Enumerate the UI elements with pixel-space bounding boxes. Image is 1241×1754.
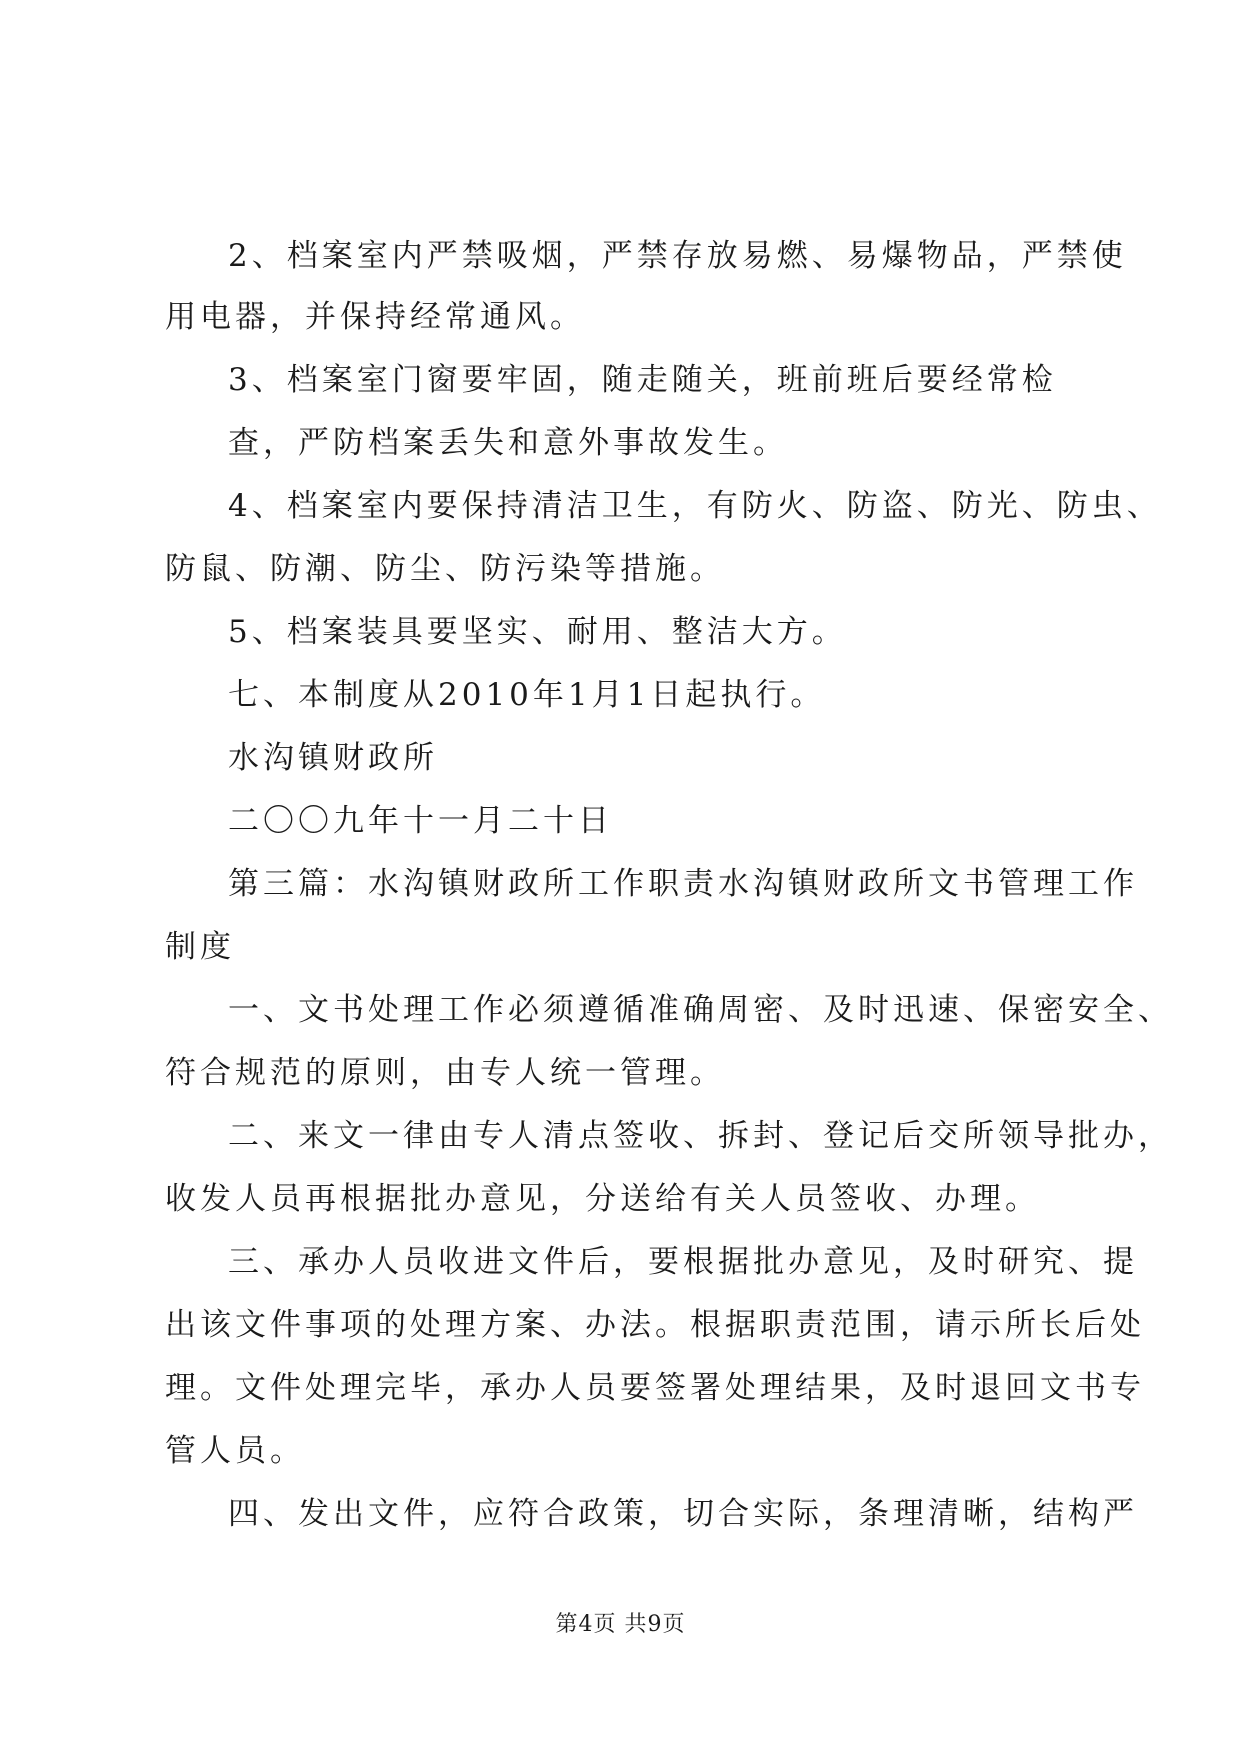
text-line: 管人员。 xyxy=(165,1433,305,1469)
text-line: 理。文件处理完毕，承办人员要签署处理结果，及时退回文书专 xyxy=(165,1370,1145,1406)
text-line: 2、档案室内严禁吸烟，严禁存放易燃、易爆物品，严禁使 xyxy=(228,238,1127,274)
section-heading: 第三篇：水沟镇财政所工作职责水沟镇财政所文书管理工作 xyxy=(228,866,1138,902)
text-line: 4、档案室内要保持清洁卫生，有防火、防盗、防光、防虫、 xyxy=(228,488,1162,524)
text-line: 二、来文一律由专人清点签收、拆封、登记后交所领导批办， xyxy=(228,1118,1173,1154)
text-line: 查，严防档案丢失和意外事故发生。 xyxy=(228,425,788,461)
text-line: 四、发出文件，应符合政策，切合实际，条理清晰，结构严 xyxy=(228,1496,1138,1532)
text-line: 收发人员再根据批办意见，分送给有关人员签收、办理。 xyxy=(165,1181,1040,1217)
page-number-footer: 第4页 共9页 xyxy=(555,1612,686,1637)
text-line: 七、本制度从2010年1月1日起执行。 xyxy=(228,677,826,713)
text-line: 防鼠、防潮、防尘、防污染等措施。 xyxy=(165,551,725,587)
section-heading-continued: 制度 xyxy=(165,929,235,965)
text-line: 用电器，并保持经常通风。 xyxy=(165,299,585,335)
text-line: 3、档案室门窗要牢固，随走随关，班前班后要经常检 xyxy=(228,362,1057,398)
text-line: 一、文书处理工作必须遵循准确周密、及时迅速、保密安全、 xyxy=(228,992,1173,1028)
text-line: 5、档案装具要坚实、耐用、整洁大方。 xyxy=(228,614,847,650)
text-line: 出该文件事项的处理方案、办法。根据职责范围，请示所长后处 xyxy=(165,1307,1145,1343)
text-line: 符合规范的原则，由专人统一管理。 xyxy=(165,1055,725,1091)
signature-date: 二〇〇九年十一月二十日 xyxy=(228,803,613,839)
text-line: 三、承办人员收进文件后，要根据批办意见，及时研究、提 xyxy=(228,1244,1138,1280)
signature-organization: 水沟镇财政所 xyxy=(228,740,438,776)
